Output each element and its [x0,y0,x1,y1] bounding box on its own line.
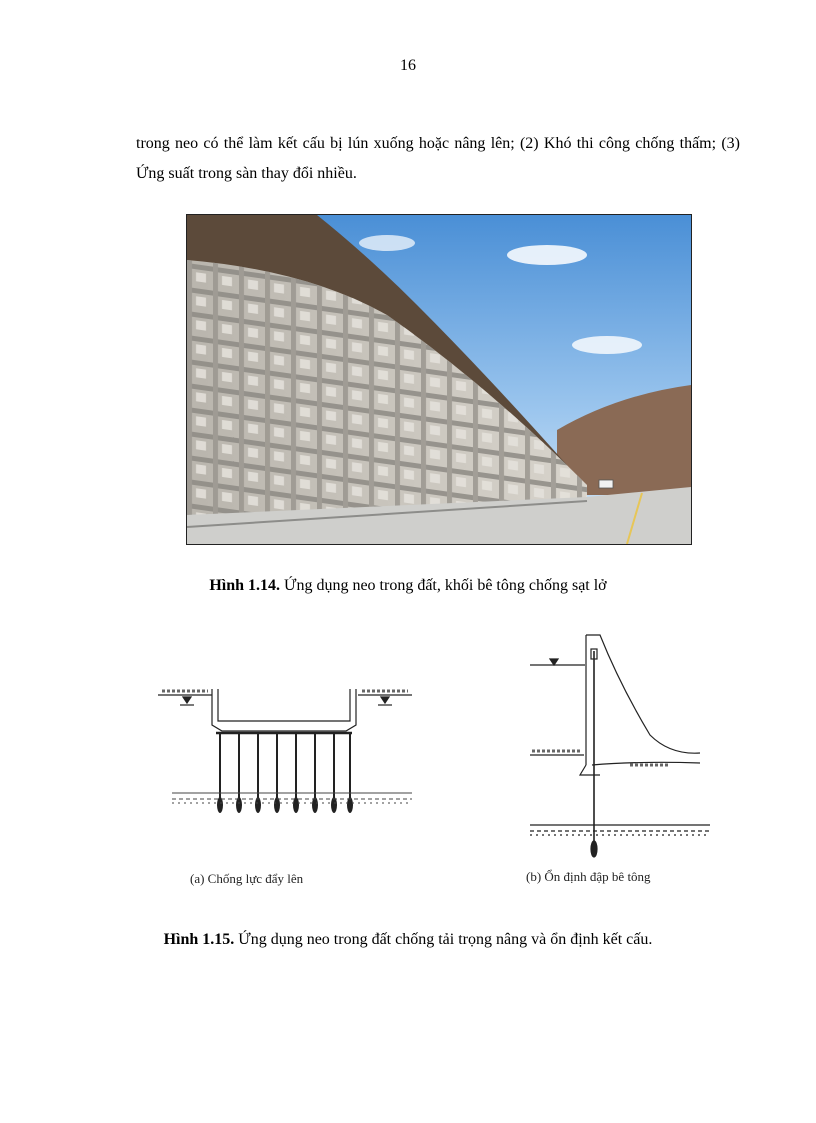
figure-1-14-caption-label: Hình 1.14. [209,577,281,594]
figure-1-15-caption-text: Ứng dụng neo trong đất chống tải trọng nâng và ổn định kết cấu. [234,931,653,948]
uplift-resistance-diagram [150,675,420,900]
body-paragraph: trong neo có thể làm kết cấu bị lún xuống hoặc nâng lên; (2) Khó thi công chống thấm; (3) Ứng suất trong sàn thay đổi nhiều. [136,135,740,182]
dam-stability-diagram [520,625,720,900]
panel-a-label: (a) Chống lực đẩy lên [190,871,304,886]
figure-1-15-caption-label: Hình 1.15. [163,931,235,948]
figure-1-15-caption [0,931,816,949]
page-number: 16 [400,57,416,74]
panel-b-label: (b) Ổn định đập bê tông [526,869,651,884]
figure-1-14-caption [0,577,816,595]
figure-1-14-caption-text: Ứng dụng neo trong đất, khối bê tông chống sạt lở [280,577,607,594]
slope-anchor-photo [186,214,692,545]
